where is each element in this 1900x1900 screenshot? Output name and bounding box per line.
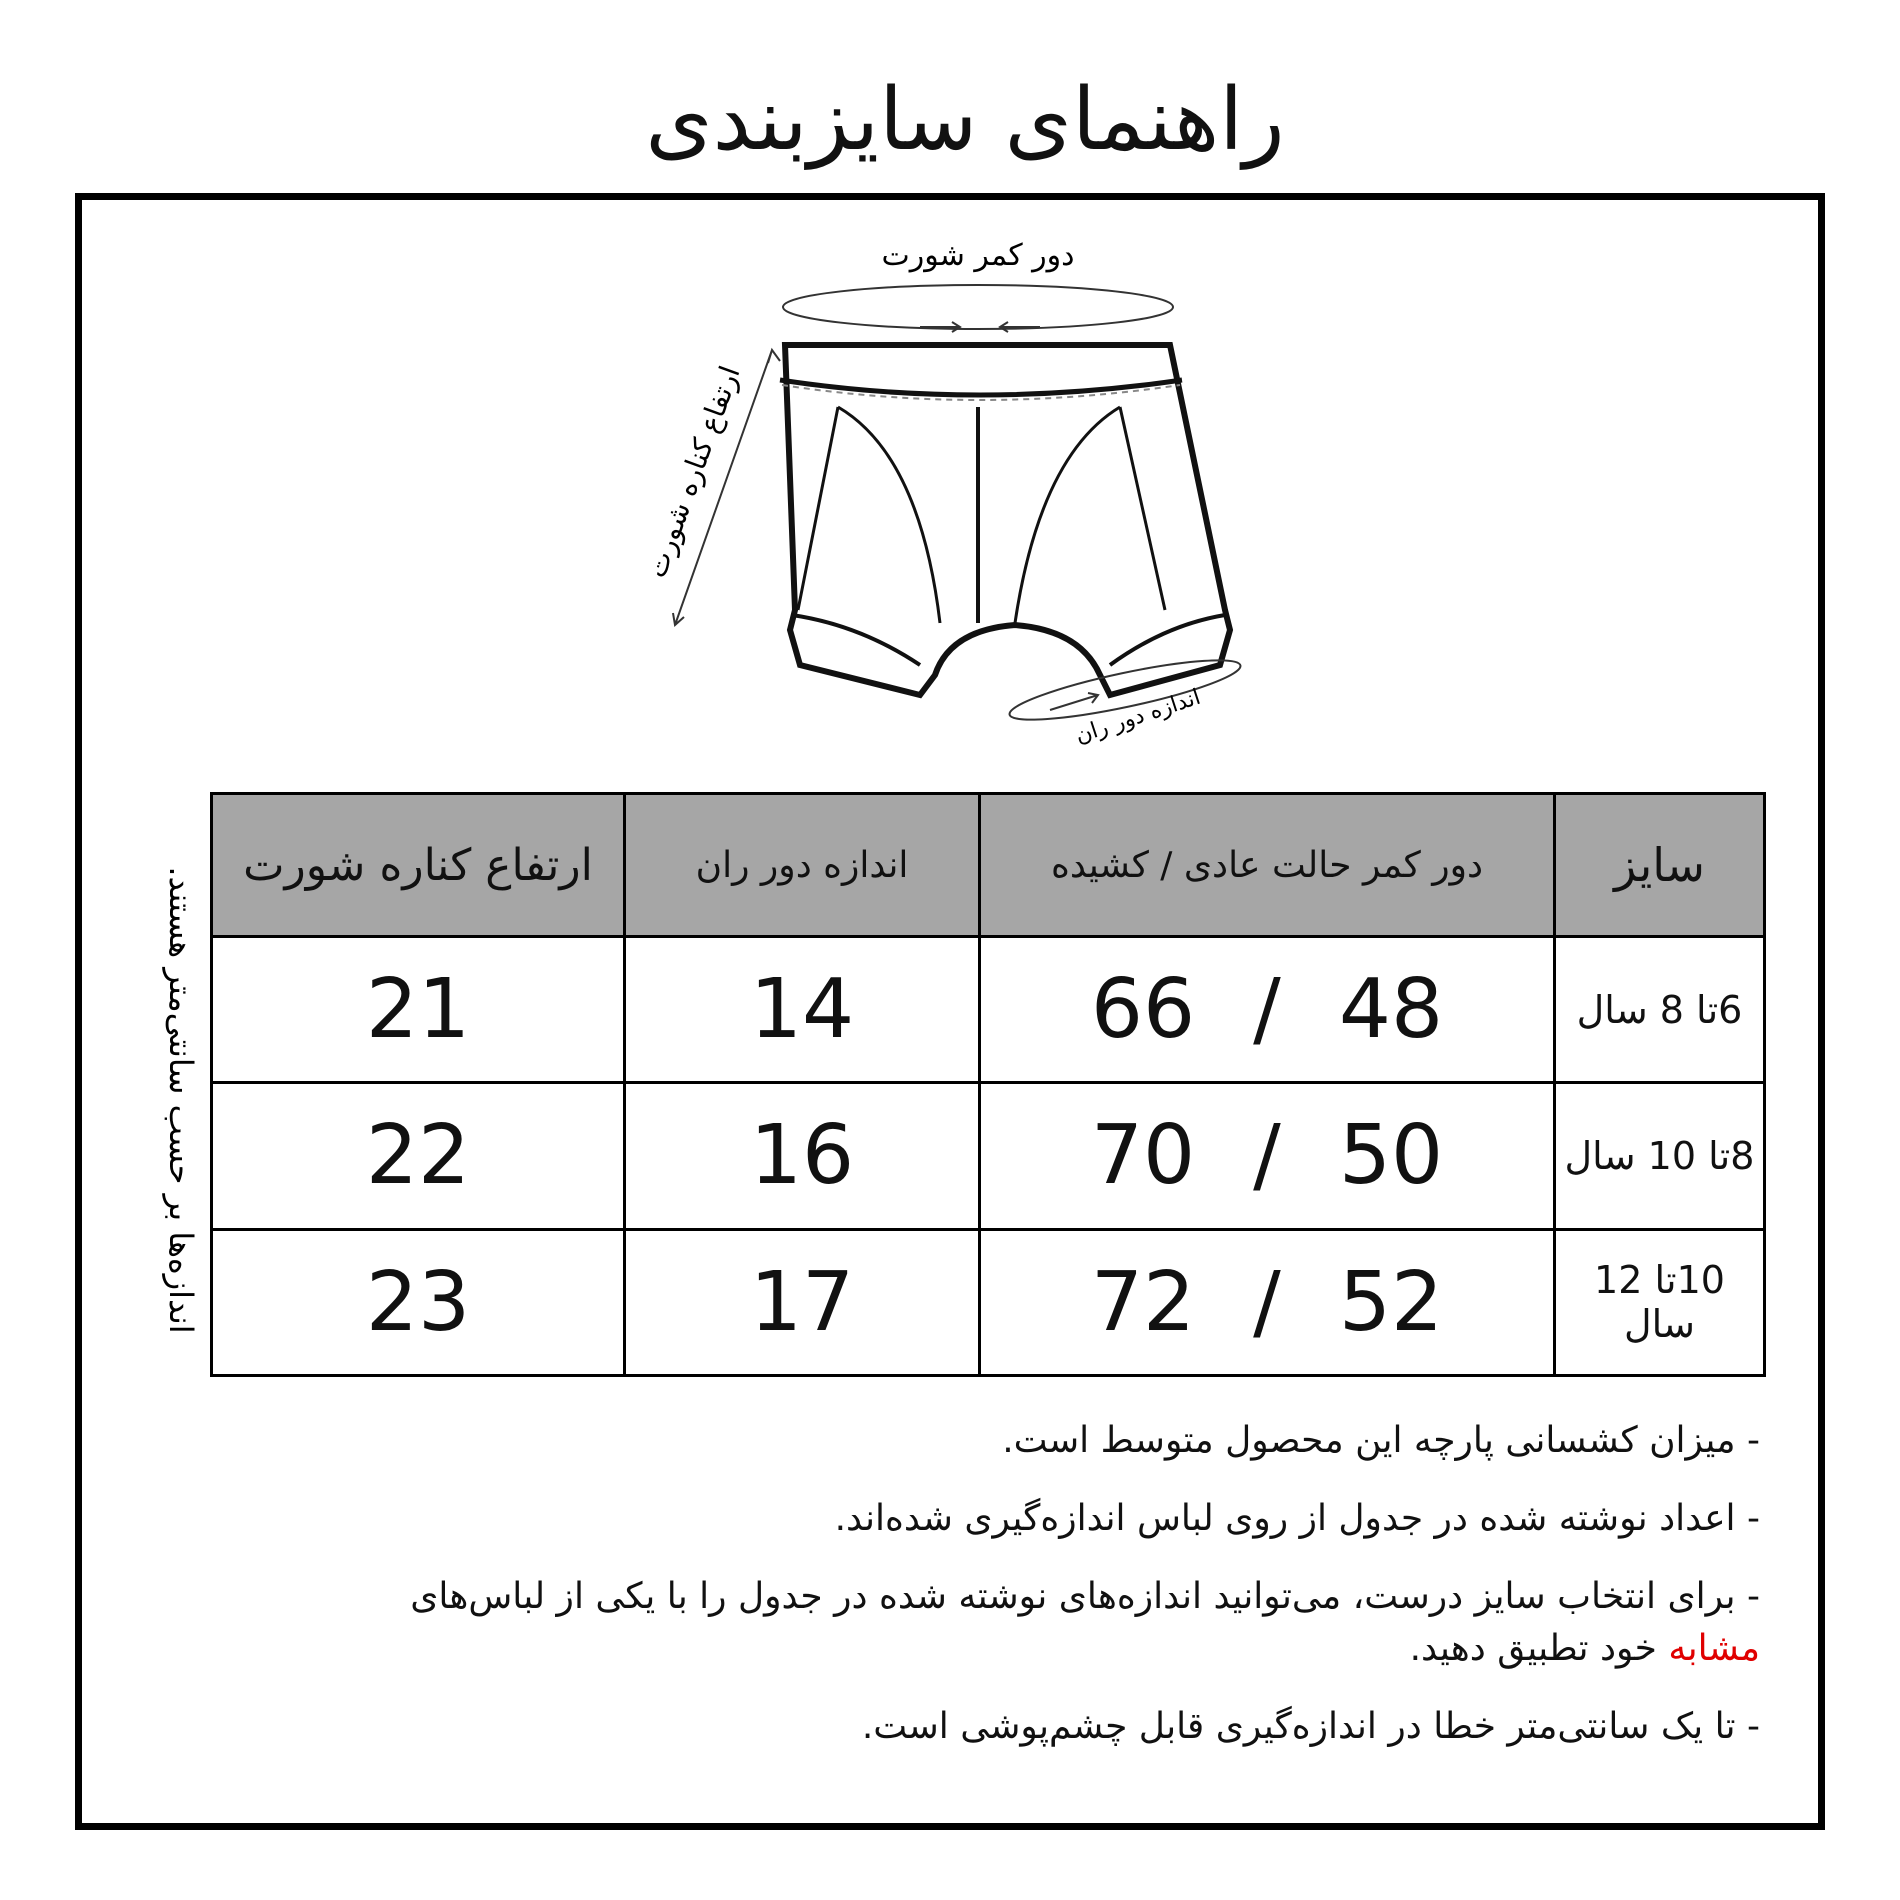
note-item	[140, 1415, 1760, 1467]
right-panel-seam	[1015, 407, 1165, 623]
waist-normal: 52	[1338, 1254, 1444, 1350]
note-text: - میزان کشسانی پارچه این محصول متوسط است.	[1002, 1420, 1760, 1461]
header-thigh: اندازه دور ران	[625, 794, 980, 937]
left-hem	[792, 615, 920, 665]
note-item	[140, 1493, 1760, 1545]
thigh-arrow	[1050, 693, 1098, 710]
note-text: - برای انتخاب سایز درست، می‌توانید اندازه‌های نوشته شده در جدول را با یکی از لباس‌های	[410, 1576, 1760, 1617]
thigh-cell: 17	[625, 1229, 980, 1375]
left-panel-seam	[798, 407, 940, 623]
thigh-cell: 14	[625, 937, 980, 1083]
waist-stretched: 70	[1090, 1108, 1196, 1204]
note-text: - تا یک سانتی‌متر خطا در اندازه‌گیری قابل چشم‌پوشی است.	[861, 1706, 1760, 1747]
table-header-row	[212, 794, 1765, 937]
waist-arrow-right	[1000, 322, 1040, 332]
thigh-label: اندازه دور ران	[1072, 684, 1204, 749]
side-height-label: ارتفاع کناره شورت	[639, 361, 747, 582]
waist-separator: /	[1253, 1254, 1281, 1350]
note-text-tail: خود تطبیق دهید.	[1409, 1628, 1669, 1669]
waist-separator: /	[1253, 962, 1281, 1058]
table-row	[212, 1229, 1765, 1375]
size-cell: 8تا 10 سال	[1555, 1083, 1765, 1229]
right-hem	[1110, 615, 1225, 665]
header-size: سایز	[1555, 794, 1765, 937]
note-item	[140, 1571, 1760, 1675]
table-row	[212, 937, 1765, 1083]
size-cell: 10تا 12 سال	[1555, 1229, 1765, 1375]
waist-stretched: 66	[1090, 962, 1196, 1058]
side-height-cell: 21	[212, 937, 625, 1083]
thigh-cell: 16	[625, 1083, 980, 1229]
waist-normal: 50	[1338, 1108, 1444, 1204]
waist-cell	[980, 937, 1555, 1083]
waist-cell	[980, 1229, 1555, 1375]
shorts-outline	[785, 345, 1230, 695]
waist-label: دور کمر شورت	[881, 238, 1075, 273]
notes-list	[140, 1415, 1760, 1779]
side-height-cell: 22	[212, 1083, 625, 1229]
header-waist: دور کمر حالت عادی / کشیده	[980, 794, 1555, 937]
note-highlight: مشابه	[1668, 1628, 1760, 1669]
table-row	[212, 1083, 1765, 1229]
header-side-height: ارتفاع کناره شورت	[212, 794, 625, 937]
side-height-cell: 23	[212, 1229, 625, 1375]
waist-separator: /	[1253, 1108, 1281, 1204]
page-title: راهنمای سایزبندی	[645, 70, 1285, 170]
note-item	[140, 1701, 1760, 1753]
size-cell: 6تا 8 سال	[1555, 937, 1765, 1083]
waist-stretched: 72	[1090, 1254, 1196, 1350]
shorts-diagram	[620, 225, 1280, 770]
size-table	[210, 792, 1766, 1377]
units-note-text: اندازه‌ها بر حسب سانتی‌متر هستند.	[162, 866, 200, 1334]
waist-normal: 48	[1338, 962, 1444, 1058]
units-note	[130, 800, 200, 1400]
waist-arrow-left	[920, 322, 960, 332]
waist-ellipse	[783, 285, 1173, 329]
waist-cell	[980, 1083, 1555, 1229]
note-text: - اعداد نوشته شده در جدول از روی لباس اندازه‌گیری شده‌اند.	[834, 1498, 1760, 1539]
